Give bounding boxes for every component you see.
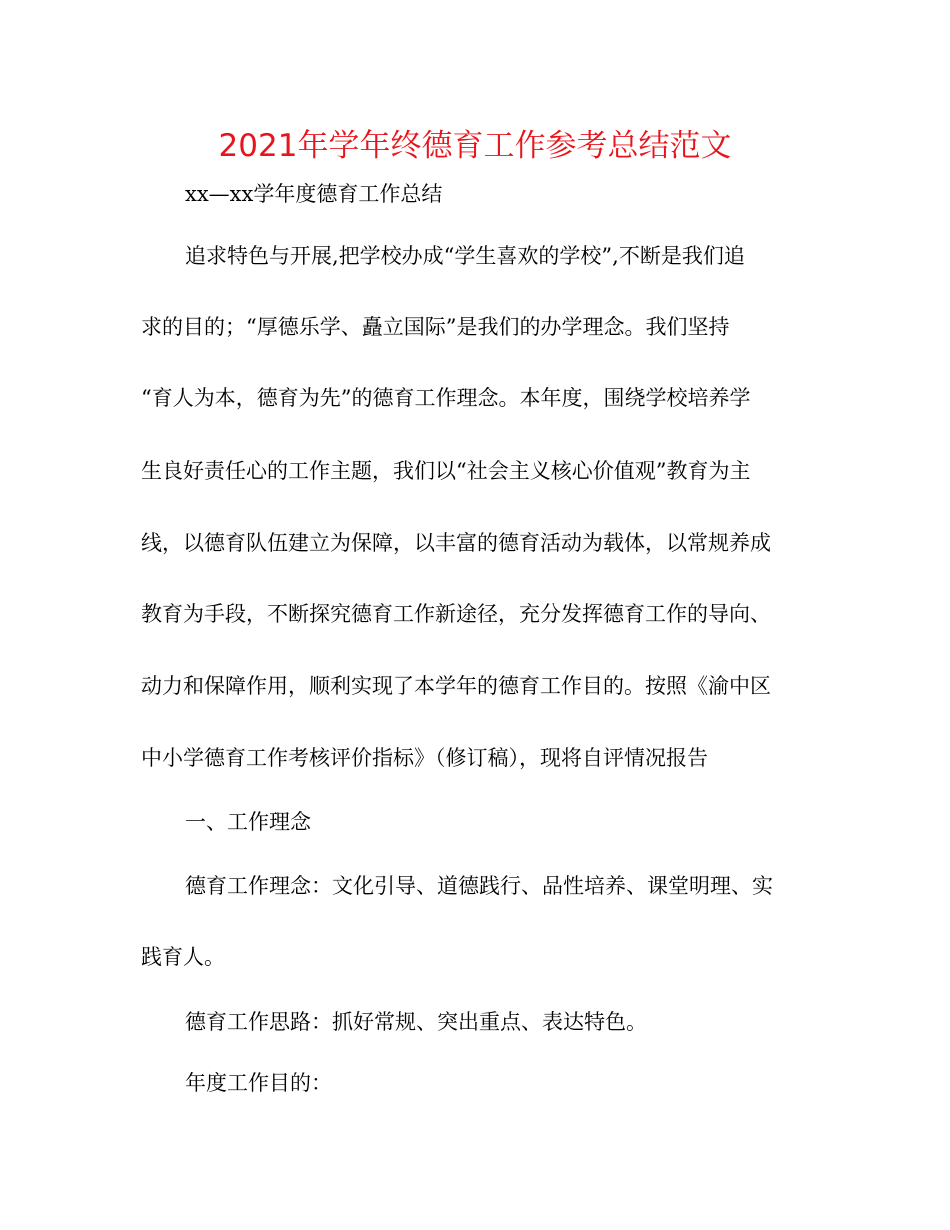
paragraph-line: 动力和保障作用，顺利实现了本学年的德育工作目的。按照《渝中区 [141,674,771,698]
paragraph-line: 求的目的；“厚德乐学、矗立国际”是我们的办学理念。我们坚持 [141,315,730,339]
paragraph-line: 中小学德育工作考核评价指标》（修订稿），现将自评情况报告 [141,746,708,770]
paragraph-line: 教育为手段，不断探究德育工作新途径，充分发挥德育工作的导向、 [141,602,771,626]
section-heading: 一、工作理念 [185,810,311,834]
document-subtitle: xx—xx学年度德育工作总结 [185,182,443,206]
paragraph-line: 生良好责任心的工作主题，我们以“社会主义核心价值观”教育为主 [141,459,751,483]
paragraph-line: “育人为本，德育为先”的德育工作理念。本年度，围绕学校培养学 [141,386,751,410]
paragraph-line: 线，以德育队伍建立为保障，以丰富的德育活动为载体，以常规养成 [141,531,771,555]
paragraph-line: 年度工作目的： [185,1071,332,1095]
paragraph-line: 践育人。 [141,945,225,969]
document-title: 2021年学年终德育工作参考总结范文 [218,128,732,164]
paragraph-line: 德育工作思路：抓好常规、突出重点、表达特色。 [185,1010,647,1034]
paragraph-line: 德育工作理念：文化引导、道德践行、品性培养、课堂明理、实 [185,874,773,898]
paragraph-line: 追求特色与开展,把学校办成“学生喜欢的学校”,不断是我们追 [185,244,745,268]
